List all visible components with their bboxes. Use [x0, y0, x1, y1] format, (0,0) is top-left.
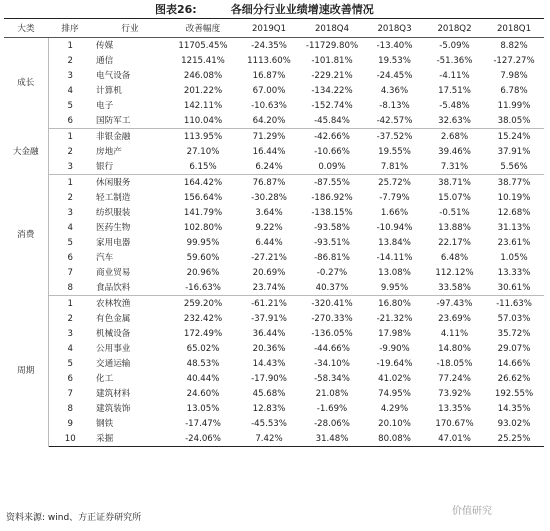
table-row	[4, 159, 544, 175]
q2018q3-cell: 13.84%	[378, 237, 411, 248]
industry-cell: 有色金属	[96, 313, 131, 324]
category-cell: 成长	[4, 38, 48, 129]
q2018q2-cell: 77.24%	[438, 373, 471, 384]
q2018q1-cell: 26.62%	[497, 373, 531, 384]
improvement-cell: 24.60%	[186, 388, 220, 399]
improvement-cell: 110.04%	[168, 113, 238, 129]
improvement-cell: 142.11%	[183, 100, 223, 111]
header-2018q4: 2018Q4	[300, 21, 364, 38]
q2018q3-cell: 19.55%	[378, 146, 411, 157]
q2019q1-cell: 64.20%	[238, 113, 300, 129]
q2018q1-cell: 15.24%	[497, 131, 531, 142]
industry-cell: 建筑装饰	[96, 403, 131, 414]
q2019q1-cell: 76.87%	[252, 177, 286, 188]
q2018q1-cell: 6.78%	[500, 85, 528, 96]
category-cell: 周期	[4, 296, 48, 447]
table-row	[4, 205, 544, 220]
q2018q4-cell: -11729.80%	[305, 40, 359, 51]
q2018q1-cell: 25.25%	[484, 431, 544, 447]
q2018q4-cell: -58.34%	[314, 373, 350, 384]
rank-cell: 2	[67, 192, 73, 203]
q2018q1-cell: 35.72%	[497, 328, 531, 339]
improvement-cell: 172.49%	[183, 328, 223, 339]
rank-cell: 8	[67, 403, 73, 414]
rank-cell: 3	[67, 207, 73, 218]
rank-cell: 5	[67, 100, 73, 111]
table-row	[4, 431, 544, 447]
q2018q2-cell: 22.17%	[438, 237, 471, 248]
rank-cell: 1	[67, 298, 73, 309]
q2018q3-cell: -24.45%	[376, 70, 413, 81]
industry-cell: 食品饮料	[92, 280, 168, 296]
improvement-cell: -16.63%	[168, 280, 238, 296]
q2019q1-cell: -17.90%	[251, 373, 287, 384]
table-body	[4, 38, 544, 447]
improvement-cell: 6.15%	[168, 159, 238, 175]
improvement-cell: -24.06%	[168, 431, 238, 447]
rank-cell: 8	[48, 280, 92, 296]
q2018q3-cell: -37.52%	[376, 131, 413, 142]
rank-cell: 7	[67, 267, 73, 278]
header-rank: 排序	[48, 21, 92, 38]
improvement-cell: 65.02%	[186, 343, 220, 354]
table-row	[4, 175, 544, 191]
table-row	[4, 38, 544, 54]
table-row	[4, 250, 544, 265]
q2019q1-cell: -37.91%	[251, 313, 287, 324]
table-row	[4, 311, 544, 326]
q2018q1-cell: 7.98%	[500, 70, 528, 81]
rank-cell: 3	[67, 70, 73, 81]
q2018q2-cell: 73.92%	[438, 388, 471, 399]
q2018q2-cell: -5.48%	[439, 100, 470, 111]
q2018q4-cell: -136.05%	[311, 328, 353, 339]
q2018q1-cell: 5.56%	[484, 159, 544, 175]
q2018q1-cell: 57.03%	[497, 313, 531, 324]
q2018q4-cell: -186.92%	[311, 192, 353, 203]
table-row	[4, 401, 544, 416]
q2018q3-cell: -9.90%	[379, 343, 410, 354]
q2018q2-cell: 13.88%	[438, 222, 471, 233]
q2019q1-cell: 1113.60%	[247, 55, 291, 66]
industry-cell: 钢铁	[96, 418, 114, 429]
q2018q2-cell: 15.07%	[438, 192, 471, 203]
table-row	[4, 220, 544, 235]
rank-cell: 4	[67, 222, 73, 233]
q2019q1-cell: 14.43%	[252, 358, 286, 369]
q2019q1-cell: -61.21%	[251, 298, 287, 309]
table-row	[4, 98, 544, 113]
q2018q4-cell: -101.81%	[311, 55, 353, 66]
industry-cell: 医药生物	[96, 222, 131, 233]
improvement-cell: 11705.45%	[178, 40, 228, 51]
q2019q1-cell: 45.68%	[252, 388, 286, 399]
industry-cell: 机械设备	[96, 328, 131, 339]
q2018q3-cell: -21.32%	[376, 313, 413, 324]
industry-cell: 家用电器	[96, 237, 131, 248]
q2018q3-cell: 7.81%	[364, 159, 425, 175]
q2018q1-cell: 14.35%	[497, 403, 531, 414]
rank-cell: 4	[67, 85, 73, 96]
industry-cell: 公用事业	[96, 343, 131, 354]
q2018q1-cell: 29.07%	[497, 343, 531, 354]
q2018q4-cell: -44.66%	[314, 343, 350, 354]
q2018q2-cell: -4.11%	[439, 70, 470, 81]
q2018q4-cell: -86.81%	[314, 252, 350, 263]
q2018q4-cell: -42.66%	[314, 131, 350, 142]
rank-cell: 3	[48, 159, 92, 175]
q2018q3-cell: 17.98%	[378, 328, 411, 339]
table-row	[4, 235, 544, 250]
improvement-cell: 246.08%	[183, 70, 223, 81]
header-row	[4, 21, 544, 38]
improvement-cell: 40.44%	[186, 373, 220, 384]
q2018q3-cell: 16.80%	[378, 298, 411, 309]
q2018q2-cell: 13.35%	[438, 403, 471, 414]
table-row	[4, 326, 544, 341]
watermark: 价值研究	[452, 506, 492, 517]
q2018q4-cell: -270.33%	[311, 313, 353, 324]
industry-cell: 非银金融	[96, 131, 131, 142]
improvement-cell: 102.80%	[183, 222, 223, 233]
table-row	[4, 356, 544, 371]
table-row	[4, 280, 544, 296]
industry-growth-table	[4, 21, 544, 447]
table-row	[4, 83, 544, 98]
rank-cell: 1	[67, 40, 73, 51]
rank-cell: 2	[67, 313, 73, 324]
q2018q2-cell: 2.68%	[440, 131, 469, 142]
q2018q4-cell: -10.66%	[314, 146, 350, 157]
table-row	[4, 144, 544, 159]
source-note: 资料来源: wind、方正证券研究所	[6, 513, 142, 523]
table-row	[4, 190, 544, 205]
table-row	[4, 341, 544, 356]
q2018q2-cell: -5.09%	[439, 40, 470, 51]
q2019q1-cell: 6.44%	[255, 237, 283, 248]
q2018q4-cell: -0.27%	[316, 267, 348, 278]
q2018q2-cell: 38.71%	[438, 177, 471, 188]
rank-cell: 7	[67, 388, 73, 399]
q2019q1-cell: 16.44%	[252, 146, 286, 157]
rank-cell: 5	[67, 237, 73, 248]
q2018q2-cell: 23.69%	[438, 313, 471, 324]
q2018q3-cell: 25.72%	[378, 177, 411, 188]
header-2019q1: 2019Q1	[238, 21, 300, 38]
q2018q4-cell: -152.74%	[311, 100, 353, 111]
improvement-cell: 201.22%	[183, 85, 223, 96]
q2018q4-cell: -28.06%	[314, 418, 350, 429]
q2018q1-cell: 37.91%	[497, 146, 531, 157]
industry-cell: 化工	[96, 373, 114, 384]
q2018q1-cell: 1.05%	[500, 252, 528, 263]
q2018q4-cell: -93.51%	[314, 237, 350, 248]
rank-cell: 4	[67, 343, 73, 354]
q2019q1-cell: 20.36%	[252, 343, 286, 354]
q2018q3-cell: -42.57%	[364, 113, 425, 129]
industry-cell: 交通运输	[96, 358, 131, 369]
q2018q3-cell: -14.11%	[376, 252, 413, 263]
q2018q1-cell: 93.02%	[497, 418, 531, 429]
q2018q3-cell: 20.10%	[378, 418, 411, 429]
q2019q1-cell: 7.42%	[238, 431, 300, 447]
category-cell: 大金融	[4, 129, 48, 175]
q2018q1-cell: 12.68%	[497, 207, 531, 218]
industry-cell: 商业贸易	[96, 267, 131, 278]
q2019q1-cell: -27.21%	[251, 252, 287, 263]
improvement-cell: 259.20%	[183, 298, 223, 309]
industry-cell: 轻工制造	[96, 192, 131, 203]
q2018q1-cell: -11.63%	[496, 298, 532, 309]
industry-cell: 电子	[96, 100, 114, 111]
q2019q1-cell: -24.35%	[251, 40, 287, 51]
q2019q1-cell: 16.87%	[252, 70, 286, 81]
q2018q2-cell: 17.51%	[438, 85, 471, 96]
q2019q1-cell: 67.00%	[252, 85, 286, 96]
improvement-cell: 99.95%	[186, 237, 220, 248]
q2018q3-cell: 41.02%	[378, 373, 411, 384]
q2018q4-cell: -45.84%	[300, 113, 364, 129]
rank-cell: 1	[67, 177, 73, 188]
title-rule	[4, 18, 544, 19]
industry-cell: 银行	[92, 159, 168, 175]
industry-cell: 建筑材料	[96, 388, 131, 399]
q2018q3-cell: 13.08%	[378, 267, 411, 278]
q2018q1-cell: 192.55%	[494, 388, 534, 399]
q2018q4-cell: -229.21%	[311, 70, 353, 81]
q2018q4-cell: 31.48%	[300, 431, 364, 447]
improvement-cell: 27.10%	[186, 146, 220, 157]
q2018q3-cell: 1.66%	[380, 207, 409, 218]
q2018q1-cell: 23.61%	[497, 237, 531, 248]
header-2018q3: 2018Q3	[364, 21, 425, 38]
improvement-cell: 20.96%	[186, 267, 220, 278]
q2018q2-cell: -0.51%	[439, 207, 470, 218]
figure-label: 图表26:	[155, 3, 197, 16]
table-row	[4, 296, 544, 312]
q2018q2-cell: 170.67%	[435, 418, 474, 429]
header-2018q1: 2018Q1	[484, 21, 544, 38]
q2018q2-cell: 47.01%	[425, 431, 484, 447]
q2018q1-cell: 30.61%	[484, 280, 544, 296]
q2018q4-cell: -87.55%	[314, 177, 350, 188]
table-row	[4, 371, 544, 386]
rank-cell: 3	[67, 328, 73, 339]
industry-cell: 电气设备	[96, 70, 131, 81]
rank-cell: 2	[67, 55, 73, 66]
q2018q2-cell: 32.63%	[425, 113, 484, 129]
q2018q3-cell: 4.29%	[380, 403, 409, 414]
rank-cell: 2	[67, 146, 73, 157]
industry-cell: 采掘	[92, 431, 168, 447]
q2018q1-cell: 10.19%	[497, 192, 531, 203]
table-row	[4, 68, 544, 83]
improvement-cell: -17.47%	[185, 418, 221, 429]
q2019q1-cell: 6.24%	[238, 159, 300, 175]
industry-cell: 纺织服装	[96, 207, 131, 218]
q2018q4-cell: -138.15%	[311, 207, 353, 218]
q2018q3-cell: -8.13%	[379, 100, 410, 111]
q2018q4-cell: 0.09%	[300, 159, 364, 175]
rank-cell: 6	[67, 252, 73, 263]
q2018q3-cell: 74.95%	[378, 388, 411, 399]
rank-cell: 10	[48, 431, 92, 447]
improvement-cell: 164.42%	[183, 177, 223, 188]
q2018q1-cell: 8.82%	[500, 40, 528, 51]
q2018q3-cell: 80.08%	[364, 431, 425, 447]
category-cell: 消费	[4, 175, 48, 296]
q2018q2-cell: 4.11%	[440, 328, 469, 339]
industry-cell: 汽车	[96, 252, 114, 263]
q2019q1-cell: 71.29%	[252, 131, 286, 142]
table-row	[4, 386, 544, 401]
q2018q2-cell: 112.12%	[435, 267, 474, 278]
rank-cell: 1	[67, 131, 73, 142]
q2018q2-cell: 39.46%	[438, 146, 471, 157]
q2018q2-cell: -97.43%	[436, 298, 473, 309]
improvement-cell: 113.95%	[183, 131, 223, 142]
improvement-cell: 59.60%	[186, 252, 220, 263]
q2019q1-cell: 9.22%	[255, 222, 283, 233]
industry-cell: 休闲服务	[96, 177, 131, 188]
q2019q1-cell: -30.28%	[251, 192, 287, 203]
q2018q2-cell: 7.31%	[425, 159, 484, 175]
q2019q1-cell: -45.53%	[251, 418, 287, 429]
table-row	[4, 416, 544, 431]
q2018q1-cell: 14.66%	[497, 358, 531, 369]
q2018q4-cell: -1.69%	[316, 403, 348, 414]
q2019q1-cell: 36.44%	[252, 328, 286, 339]
q2019q1-cell: 23.74%	[238, 280, 300, 296]
q2019q1-cell: 12.83%	[252, 403, 286, 414]
q2018q4-cell: 40.37%	[300, 280, 364, 296]
improvement-cell: 13.05%	[186, 403, 220, 414]
table-row	[4, 129, 544, 145]
industry-cell: 传媒	[96, 40, 114, 51]
q2019q1-cell: 3.64%	[255, 207, 283, 218]
table-row	[4, 265, 544, 280]
q2018q3-cell: 4.36%	[380, 85, 409, 96]
header-category: 大类	[4, 21, 48, 38]
q2018q3-cell: -19.64%	[376, 358, 413, 369]
industry-cell: 通信	[96, 55, 114, 66]
q2018q4-cell: -134.22%	[311, 85, 353, 96]
q2018q4-cell: 21.08%	[315, 388, 349, 399]
rank-cell: 9	[67, 418, 73, 429]
q2018q3-cell: -13.40%	[376, 40, 413, 51]
header-improvement: 改善幅度	[168, 21, 238, 38]
table-row	[4, 113, 544, 129]
q2018q1-cell: 13.33%	[497, 267, 531, 278]
q2018q1-cell: -127.27%	[493, 55, 535, 66]
rank-cell: 6	[48, 113, 92, 129]
q2018q3-cell: -10.94%	[376, 222, 413, 233]
header-industry: 行业	[92, 21, 168, 38]
rank-cell: 6	[67, 373, 73, 384]
improvement-cell: 1215.41%	[181, 55, 225, 66]
q2019q1-cell: 20.69%	[252, 267, 286, 278]
improvement-cell: 48.53%	[186, 358, 220, 369]
q2018q2-cell: -51.36%	[436, 55, 473, 66]
figure-caption: 各细分行业业绩增速改善情况	[230, 3, 374, 16]
q2018q3-cell: 19.53%	[378, 55, 411, 66]
q2018q4-cell: -320.41%	[311, 298, 353, 309]
q2018q1-cell: 31.13%	[497, 222, 531, 233]
rank-cell: 5	[67, 358, 73, 369]
improvement-cell: 156.64%	[183, 192, 223, 203]
industry-cell: 农林牧渔	[96, 298, 131, 309]
q2018q4-cell: -34.10%	[314, 358, 350, 369]
q2018q1-cell: 38.77%	[497, 177, 531, 188]
industry-cell: 计算机	[96, 85, 122, 96]
improvement-cell: 141.79%	[183, 207, 223, 218]
q2018q3-cell: -7.79%	[379, 192, 410, 203]
q2018q4-cell: -93.58%	[314, 222, 350, 233]
table-row	[4, 53, 544, 68]
industry-cell: 房地产	[96, 146, 122, 157]
header-2018q2: 2018Q2	[425, 21, 484, 38]
q2018q2-cell: 33.58%	[425, 280, 484, 296]
q2018q1-cell: 11.99%	[497, 100, 531, 111]
q2018q1-cell: 38.05%	[484, 113, 544, 129]
industry-cell: 国防军工	[92, 113, 168, 129]
q2018q2-cell: 14.80%	[438, 343, 471, 354]
q2018q3-cell: 9.95%	[364, 280, 425, 296]
figure-title	[0, 0, 550, 18]
q2019q1-cell: -10.63%	[251, 100, 287, 111]
q2018q2-cell: -18.05%	[436, 358, 473, 369]
q2018q2-cell: 6.48%	[440, 252, 469, 263]
improvement-cell: 232.42%	[183, 313, 223, 324]
